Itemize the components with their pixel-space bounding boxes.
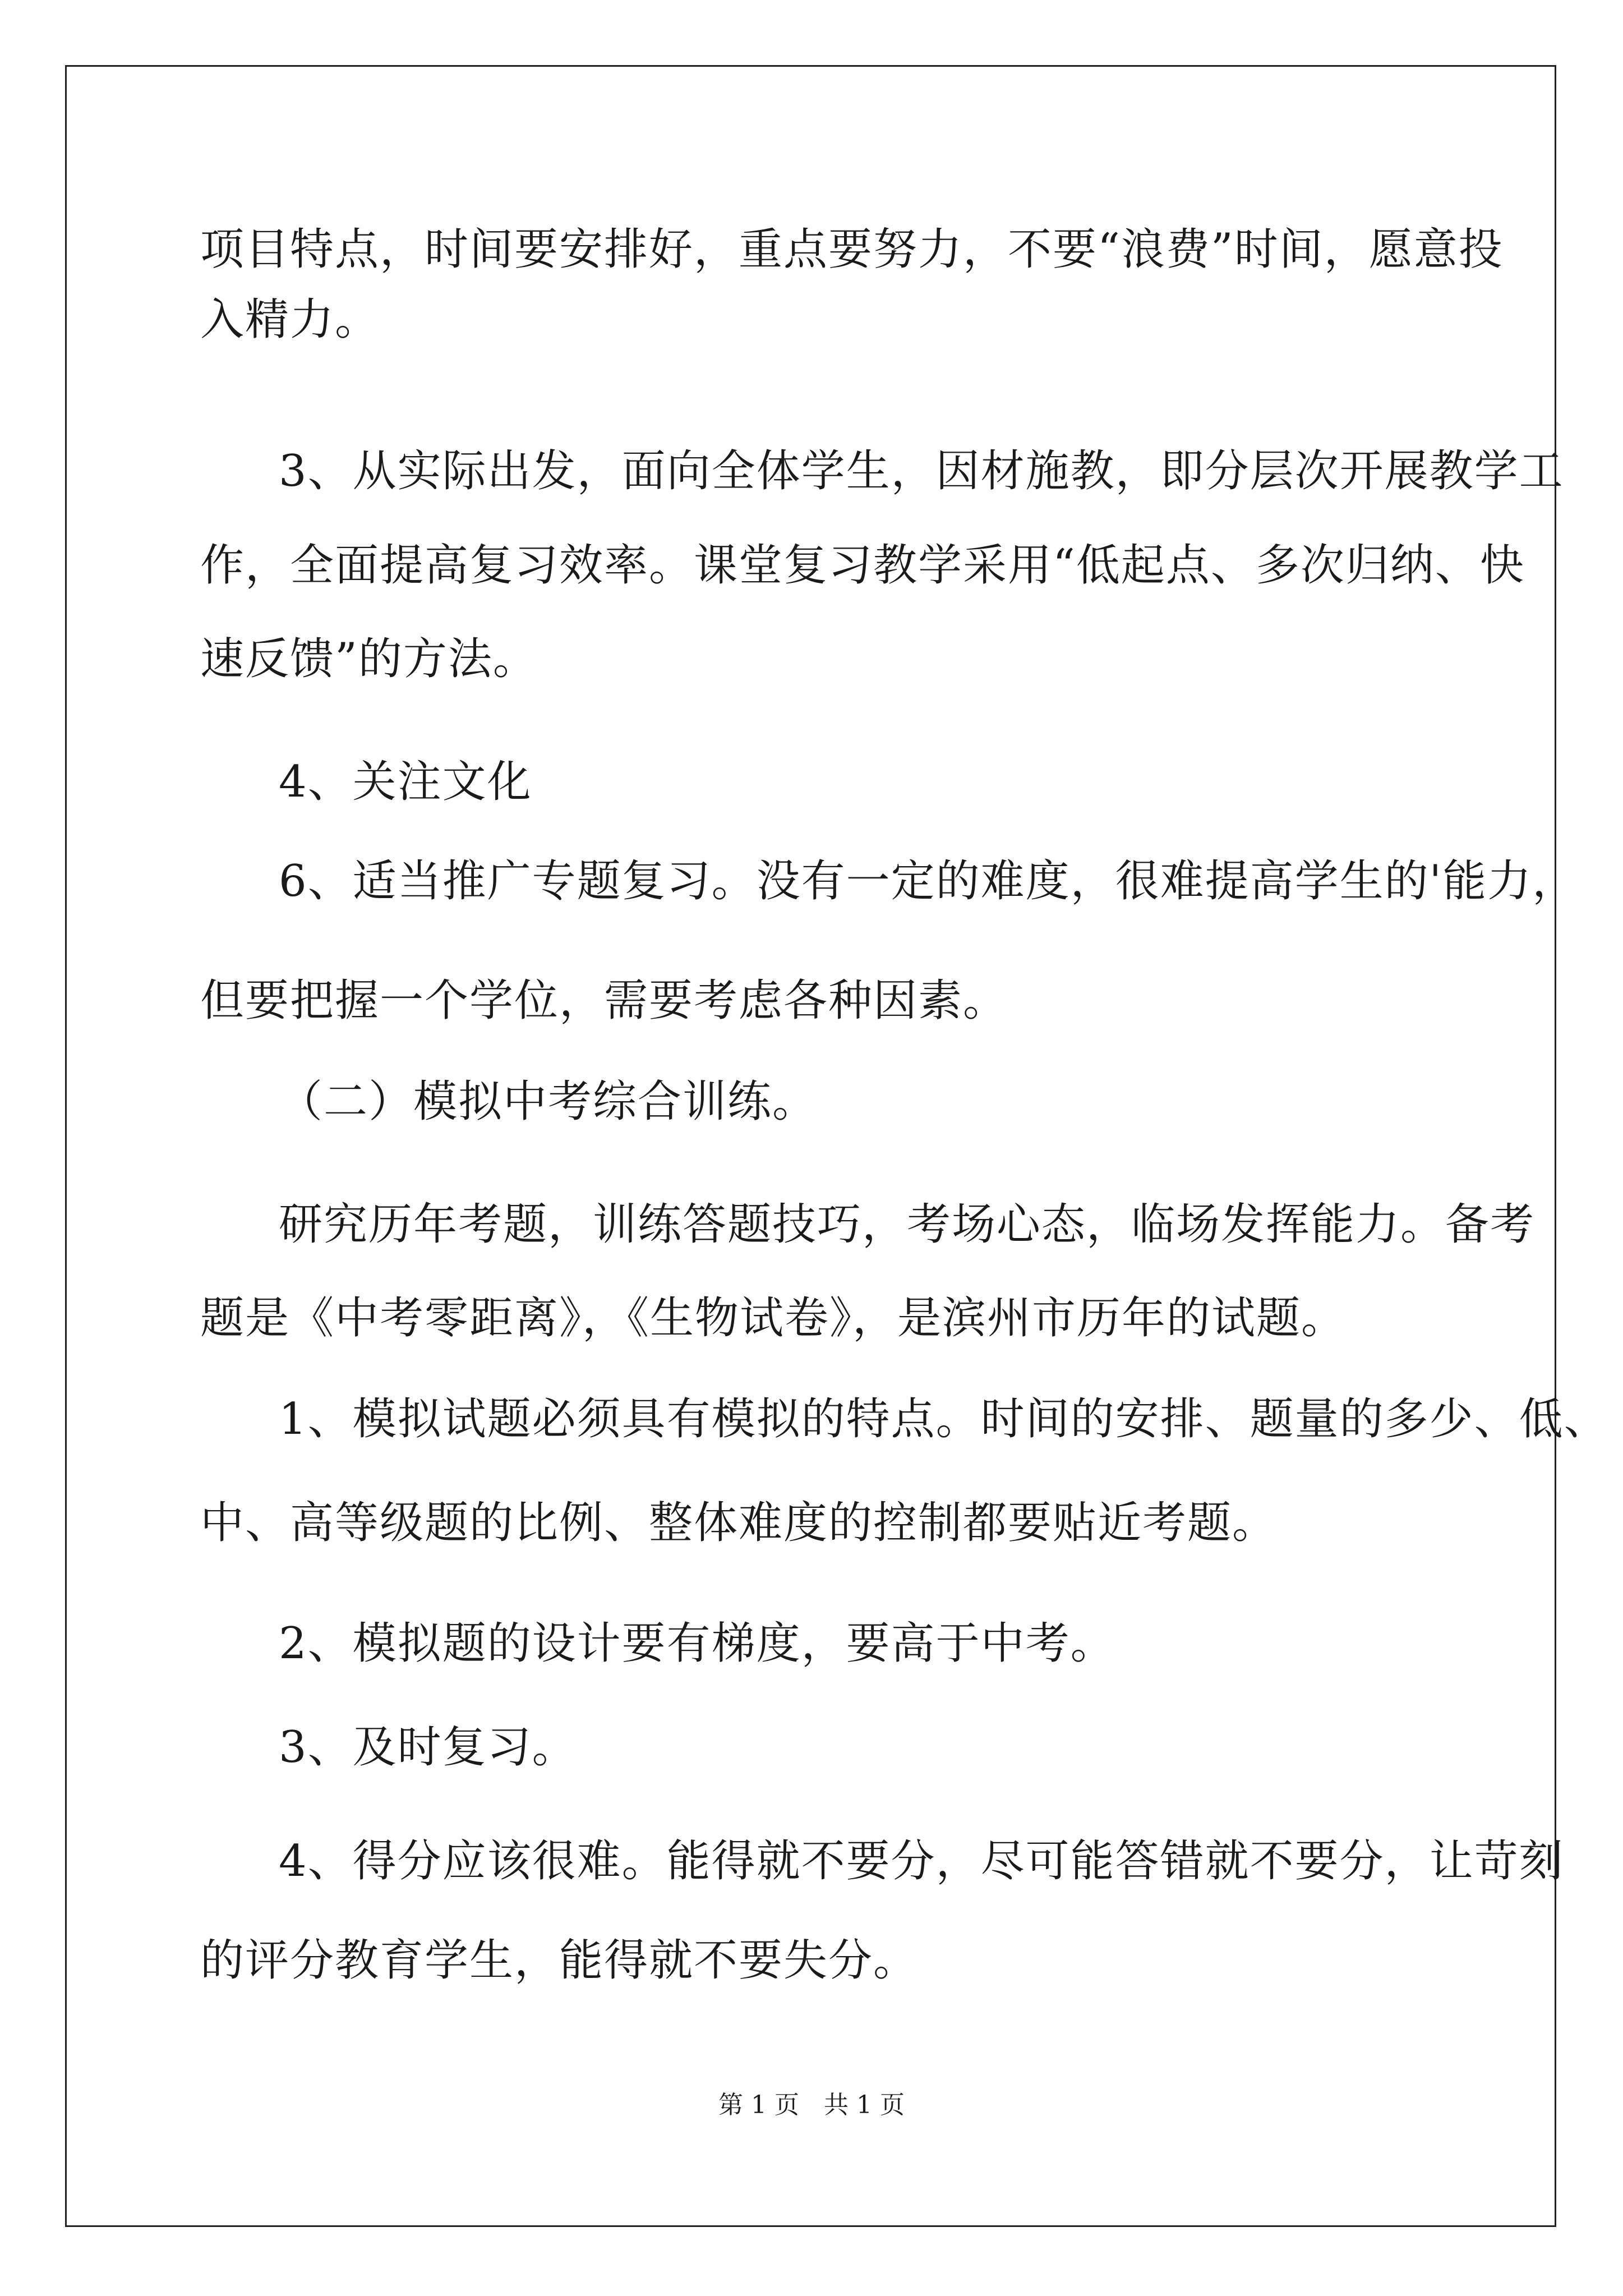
paragraph-line: 2、模拟题的设计要有梯度，要高于中考。 <box>279 1618 1115 1669</box>
paragraph-line: 研究历年考题，训练答题技巧，考场心态，临场发挥能力。备考 <box>279 1199 1536 1250</box>
page-border <box>65 65 1556 2227</box>
paragraph-line: 作，全面提高复习效率。课堂复习教学采用“低起点、多次归纳、快 <box>200 540 1525 591</box>
paragraph-line: 4、关注文化 <box>279 757 532 807</box>
paragraph-line: 题是《中考零距离》，《生物试卷》，是滨州市历年的试题。 <box>200 1293 1347 1343</box>
paragraph-line: 6、适当推广专题复习。没有一定的难度，很难提高学生的'能力， <box>279 856 1578 907</box>
paragraph-line: 入精力。 <box>200 295 380 345</box>
paragraph-line: 项目特点，时间要安排好，重点要努力，不要“浪费”时间，愿意投 <box>200 224 1504 275</box>
paragraph-line: 中、高等级题的比例、整体难度的控制都要贴近考题。 <box>200 1498 1278 1548</box>
paragraph-line: 速反馈”的方法。 <box>200 634 538 684</box>
paragraph-line: 的评分教育学生，能得就不要失分。 <box>200 1935 919 1986</box>
paragraph-line: （二）模拟中考综合训练。 <box>279 1076 818 1127</box>
paragraph-line: 4、得分应该很难。能得就不要分，尽可能答错就不要分，让苛刻 <box>279 1836 1564 1887</box>
paragraph-line: 3、从实际出发，面向全体学生，因材施教，即分层次开展教学工 <box>279 446 1564 496</box>
paragraph-line: 1、模拟试题必须具有模拟的特点。时间的安排、题量的多少、低、 <box>279 1394 1609 1444</box>
paragraph-line: 3、及时复习。 <box>279 1722 577 1773</box>
paragraph-line: 但要把握一个学位，需要考虑各种因素。 <box>200 976 1008 1026</box>
page-number-footer: 第 1 页 共 1 页 <box>718 2091 905 2119</box>
